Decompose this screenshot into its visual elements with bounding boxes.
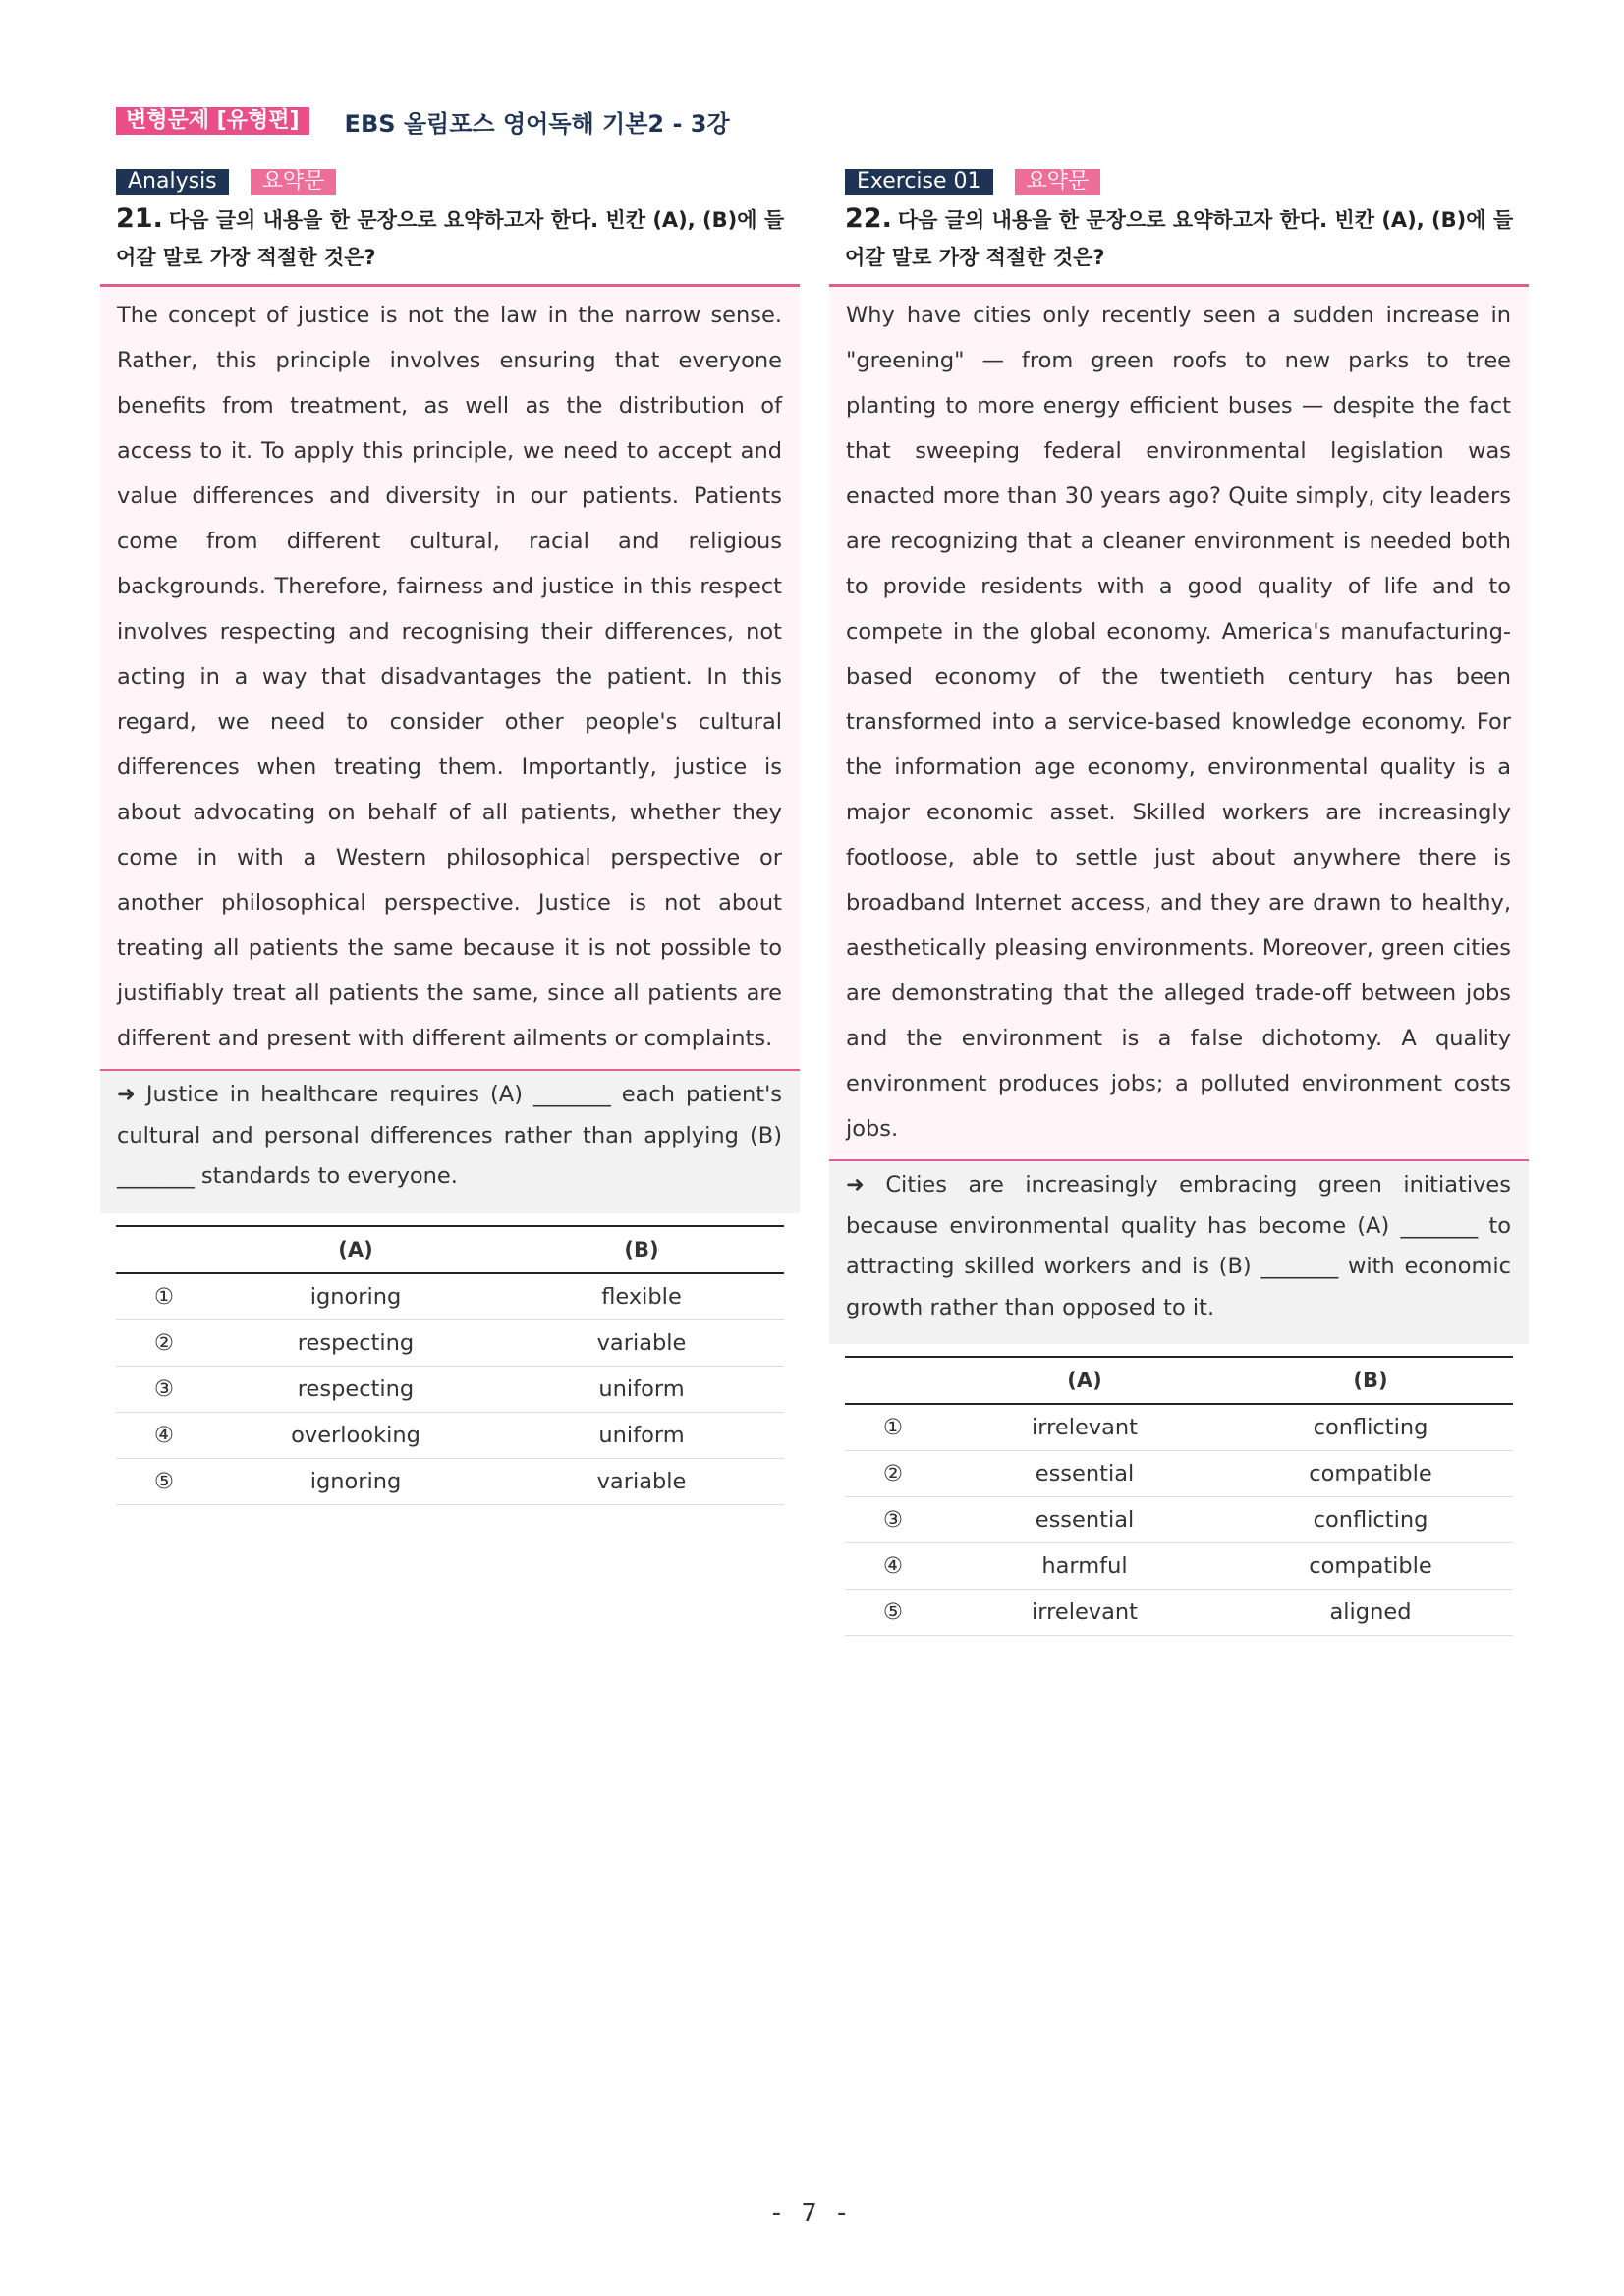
left-column [100,169,800,1505]
choice-row[interactable] [845,1543,1513,1590]
right-label-row [845,169,1529,195]
choice-b: flexible [499,1273,784,1320]
choice-row[interactable] [116,1319,784,1366]
choice-a: harmful [941,1543,1228,1590]
choice-number: ③ [845,1497,941,1543]
problem-type-tag: 변형문제 [유형편] [116,107,309,135]
choice-a: irrelevant [941,1590,1228,1636]
summary-type-tag: 요약문 [251,169,337,195]
choice-number: ① [116,1273,212,1320]
question-number: 21. [116,203,163,234]
choice-row[interactable] [116,1273,784,1320]
answer-choices-21 [116,1225,784,1505]
choice-number: ④ [845,1543,941,1590]
choice-a: respecting [212,1366,499,1412]
analysis-label: Analysis [116,169,229,195]
col-b-header: (B) [1228,1357,1513,1404]
choice-a: ignoring [212,1458,499,1504]
page-header [116,106,730,136]
choice-b: variable [499,1319,784,1366]
choice-a: essential [941,1497,1228,1543]
choice-a: overlooking [212,1412,499,1458]
choice-b: aligned [1228,1590,1513,1636]
question-text: 다음 글의 내용을 한 문장으로 요약하고자 한다. 빈칸 (A), (B)에 들어갈 말로 가장 적절한 것은? [116,208,785,269]
summary-sentence-21: ➜ Justice in healthcare requires (A) _______ each patient's cultural and personal differences rather than applying (B) _______ standards to everyone. [100,1069,800,1213]
choice-b: uniform [499,1412,784,1458]
choice-number: ④ [116,1412,212,1458]
summary-sentence-22: ➜ Cities are increasingly embracing green initiatives because environmental quality has become (A) _______ to attracting skilled workers and is (B) _______ with economic growth rather than opposed to it. [829,1159,1529,1344]
choice-b: compatible [1228,1543,1513,1590]
choice-a: essential [941,1451,1228,1497]
choice-number: ① [845,1404,941,1451]
col-b-header: (B) [499,1226,784,1273]
passage-22: Why have cities only recently seen a sudden increase in "greening" — from green roofs to new parks to tree planting to more energy efficient buses — despite the fact that sweeping federal environmental legislation was enacted more than 30 years ago? Quite simply, city leaders are recognizing that a cleaner environment is needed both to provide residents with a good quality of life and to compete in the global economy. America's manufacturing-based economy of the twentieth century has been transformed into a service-based knowledge economy. For the information age economy, environmental quality is a major economic asset. Skilled workers are increasingly footloose, able to settle just about anywhere there is broadband Internet access, and they are drawn to healthy, aesthetically pleasing environments. Moreover, green cities are demonstrating that the alleged trade-off between jobs and the environment is a false dichotomy. A quality environment produces jobs; a polluted environment costs jobs. [829,284,1529,1159]
choice-number: ③ [116,1366,212,1412]
choice-number: ② [116,1319,212,1366]
choices-header [116,1226,784,1273]
choice-b: conflicting [1228,1497,1513,1543]
choice-row[interactable] [116,1412,784,1458]
choice-number: ② [845,1451,941,1497]
choice-a: irrelevant [941,1404,1228,1451]
question-number: 22. [845,203,892,234]
choice-a: ignoring [212,1273,499,1320]
choice-row[interactable] [845,1451,1513,1497]
question-21 [116,200,800,276]
right-column [829,169,1529,1636]
choice-row[interactable] [116,1458,784,1504]
summary-type-tag: 요약문 [1015,169,1101,195]
answer-choices-22 [845,1356,1513,1636]
choice-row[interactable] [845,1590,1513,1636]
choice-row[interactable] [845,1497,1513,1543]
choices-header [845,1357,1513,1404]
exercise-label: Exercise 01 [845,169,993,195]
choice-b: compatible [1228,1451,1513,1497]
question-text: 다음 글의 내용을 한 문장으로 요약하고자 한다. 빈칸 (A), (B)에 들어갈 말로 가장 적절한 것은? [845,208,1514,269]
choice-b: conflicting [1228,1404,1513,1451]
left-label-row [116,169,800,195]
choice-number: ⑤ [845,1590,941,1636]
page-number: - 7 - [771,2199,853,2228]
choice-row[interactable] [116,1366,784,1412]
question-22 [845,200,1529,276]
choice-b: uniform [499,1366,784,1412]
choice-row[interactable] [845,1404,1513,1451]
col-a-header: (A) [941,1357,1228,1404]
col-a-header: (A) [212,1226,499,1273]
choice-a: respecting [212,1319,499,1366]
book-title: EBS 올림포스 영어독해 기본2 - 3강 [344,109,730,138]
choice-number: ⑤ [116,1458,212,1504]
passage-21: The concept of justice is not the law in the narrow sense. Rather, this principle involves ensuring that everyone benefits from treatment, as well as the distribution of access to it. To apply this principle, we need to accept and value differences and diversity in our patients. Patients come from different cultural, racial and religious backgrounds. Therefore, fairness and justice in this respect involves respecting and recognising their differences, not acting in a way that disadvantages the patient. In this regard, we need to consider other people's cultural differences when treating them. Importantly, justice is about advocating on behalf of all patients, whether they come in with a Western philosophical perspective or another philosophical perspective. Justice is not about treating all patients the same because it is not possible to justifiably treat all patients the same, since all patients are different and present with different ailments or complaints. [100,284,800,1069]
choice-b: variable [499,1458,784,1504]
